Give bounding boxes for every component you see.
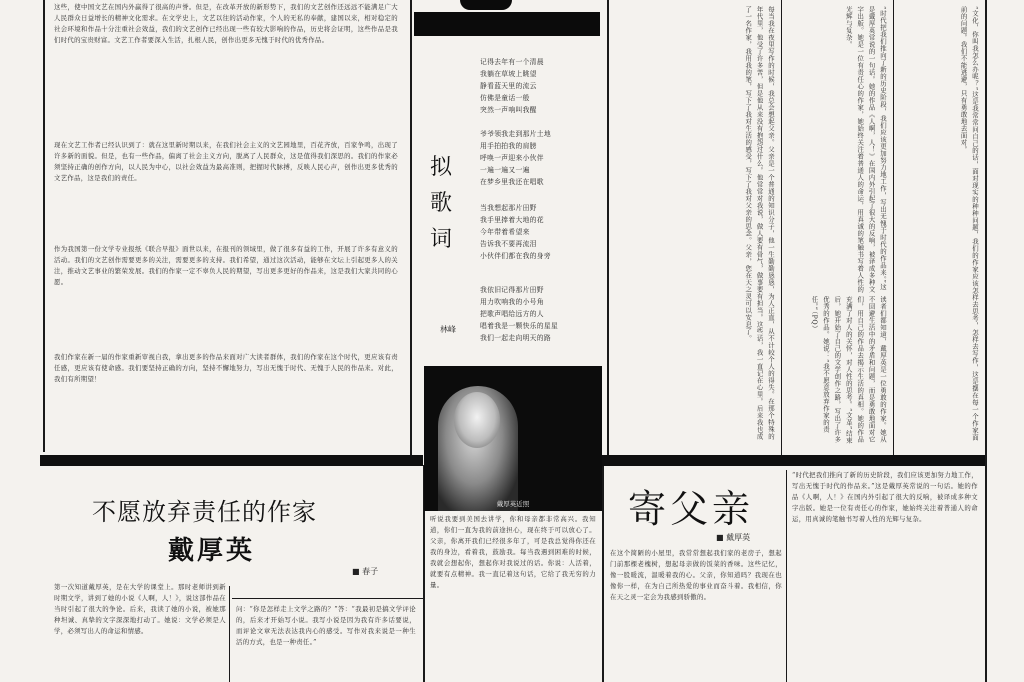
column-rule — [985, 0, 987, 682]
article-paragraph: 现在文艺工作者已经认识到了：就在这里新时期以来，在我们社会主义的文艺园地里，百花齐放，百家争鸣，出现了许多新的面貌。但是，也有一些作品，偏离了社会主义方向，脱离了人民群众，这是值得我们深思的。我们的作家必须坚持正确的创作方向，以人民为中心，以社会效益为最高准则，把握时代脉搏，反映人民心声，创作出更多优秀的文艺作品，这是我们的责任。 — [54, 141, 398, 182]
letter-body — [792, 470, 978, 682]
column-rule — [786, 470, 787, 682]
poem-line: 把歌声唱给远方的人 — [480, 310, 544, 318]
poem-line: 我们一起走向明天的路 — [480, 334, 551, 342]
poem-title — [430, 150, 460, 258]
poem-stanza — [480, 284, 598, 348]
top-ornament — [460, 0, 512, 10]
article-paragraph: 作为我国第一份文学专业报纸《联合早报》面世以来，在报刊的领域里，做了很多有益的工作，开展了许多有意义的活动。我们的文艺创作需要更多的关注，需要更多的支持。我们希望，通过这次活动，能够在文坛上引起更多人的关注，推动文艺事业的繁荣发展。我们的作家一定不辜负人民的期望，写出更多更好的作品来，这是我们大家共同的心愿。 — [54, 245, 398, 286]
poem-line: 用手拍拍我的肩膀 — [480, 142, 537, 150]
article-headline: 不愿放弃责任的作家 — [92, 498, 317, 526]
poem-title-char: 词 — [430, 227, 453, 252]
poem-line: 当我想起那片田野 — [480, 204, 537, 212]
column-rule — [410, 0, 412, 455]
article-paragraph: 问：“你是怎样走上文学之路的？”答：“我最初是搞文学评论的，后来才开始写小说。我写小说是因为我有许多话要说，而评论文章无法表达我内心的感受。写作对我来说是一种生活的方式，也是一种责任。” — [236, 605, 416, 646]
article-paragraph: 在这个简陋的小屋里，我常常想起我们家的老房子，想起门前那棵老槐树，想起母亲做的饭菜的香味。这些记忆，像一股暖流，温暖着我的心。父亲，你知道吗？我现在也像你一样，在为自己所热爱的事业而奋斗着。我相信，你在天之灵一定会为我感到骄傲的。 — [610, 549, 782, 601]
poem-line: 我依旧记得那片田野 — [480, 286, 544, 294]
poem-stanza — [480, 56, 598, 120]
letter-body — [610, 548, 782, 682]
article-paragraph: 第一次知道戴厚英，是在大学的课堂上。那时老师讲到新时期文学，讲到了她的小说《人啊，人！》，说这部作品在当时引起了很大的争论。后来，我读了她的小说，被她那种坦诚、真挚的文字深深地打动了。她说：文学必须是人学，必须写出人的命运和情感。 — [54, 583, 226, 635]
poem-line: 今年带着希望来 — [480, 228, 530, 236]
poem-line: 突然一声响叫我醒 — [480, 106, 537, 114]
column-rule — [893, 0, 894, 455]
poem-line: 呼唤一声迎来小伙伴 — [480, 154, 544, 162]
right-column — [786, 6, 888, 294]
article-headline: 寄父亲 — [628, 487, 755, 531]
column-rule — [43, 0, 45, 452]
poem-line: 告诉我不要再流泪 — [480, 240, 537, 248]
article-paragraph: “文化，你叫我怎么办呢？”这是我常常问自己的话，面对现实的种种问题，我们的作家应该怎样去思考，怎样去写作，这是摆在每一个作家面前的问题。我们不能逃避，只有勇敢地去面对。 — [959, 6, 979, 441]
poem-author: 林峰 — [440, 325, 456, 334]
letter-body — [430, 514, 596, 682]
poem-line: 唱着我是一颗快乐的星星 — [480, 322, 559, 330]
poem-stanza — [480, 128, 598, 192]
left-column-article — [54, 244, 398, 348]
right-column — [786, 296, 888, 446]
photo-caption: 戴厚英近照 — [496, 500, 530, 508]
column-rule — [229, 586, 230, 682]
photo-face — [454, 392, 500, 448]
poem-header-bar — [414, 12, 600, 36]
article-body — [54, 582, 226, 682]
poem-line: 我躺在草坡上眺望 — [480, 70, 537, 78]
poem-line: 小伙伴们都在我的身旁 — [480, 252, 551, 260]
poem-line: 在梦乡里我还在唱歌 — [480, 178, 544, 186]
author-photo — [424, 366, 602, 511]
article-paragraph: 听说我要到美国去讲学，你和母亲都非常高兴。我知道，你们一直为我的前途担心，现在终于可以放心了。父亲，你离开我们已经很多年了，可是我总觉得你还在我的身边，看着我，鼓励我。每当我遇到困难的时候，我就会想起你，想起你对我说过的话。你说：人活着，就要有点精神。我一直记着这句话，它给了我无穷的力量。 — [430, 515, 596, 589]
poem-title-char: 歌 — [430, 191, 453, 216]
poem-title-char: 拟 — [430, 155, 453, 180]
section-divider — [40, 455, 423, 466]
center-right-column — [614, 6, 776, 446]
poem-line: 记得去年有一个清晨 — [480, 58, 544, 66]
article-paragraph: 我们作家在新一届的作家重新审视自我，拿出更多的作品来面对广大读者群体，我们的作家在这个时代，更应该有责任感，更应该有使命感。我们要坚持正确的方向，坚持不懈地努力，写出无愧于时代、无愧于人民的作品来。对此，我们有所期望！ — [54, 353, 398, 383]
column-rule — [602, 465, 604, 682]
poem-line: 我手里捧着大地的花 — [480, 216, 544, 224]
section-divider — [602, 455, 985, 466]
left-column-article — [54, 352, 398, 448]
poem-line: 用力吹响我的小号角 — [480, 298, 544, 306]
column-rule — [607, 0, 609, 455]
interview-body — [236, 604, 416, 682]
column-rule — [781, 0, 782, 455]
article-byline: ■ 春子 — [352, 567, 379, 576]
section-rule — [232, 598, 423, 599]
article-paragraph: 每当我在夜里写作的时候，我总会想起父亲。父亲是一个普通的知识分子，他一生勤勤恳恳，为人正直，从不计较个人的得失。在那个特殊的年代里，他受了许多苦，但是他从来没有抱怨过什么。他常常对我说，做人要有骨气，做事要有担当。这些话，我一直记在心里。后来我也成了一名作家，我用我的笔，写下了我对生活的感受，写下了我对父亲的思念。父亲，您在天之灵可以安息了。 — [744, 6, 775, 440]
poem-line: 静看蓝天里的流云 — [480, 82, 537, 90]
far-right-column — [898, 6, 980, 446]
article-byline: ■ 戴厚英 — [716, 533, 751, 542]
poem-stanza — [480, 202, 598, 266]
left-column-article — [54, 2, 398, 136]
left-column-article — [54, 140, 398, 240]
article-paragraph: “时代把我们推向了新的历史阶段，我们应该更加努力地工作，写出无愧于时代的作品来。”这是戴厚英常说的一句话。她的作品《人啊，人！》在国内外引起了很大的反响，被译成多种文字出版。她是一位有责任心的作家，她始终关注着普通人的命运，用真诚的笔触书写着人性的光辉与复杂。 — [792, 471, 978, 523]
poem-line: 仿佛是童话一般 — [480, 94, 530, 102]
article-paragraph: 读者们都知道，戴厚英是一位勇敢的作家。她从不回避生活中的矛盾和问题，而是勇敢地面对它们，用自己的作品去揭示生活的真相。她的作品充满了对人的关怀，对人性的思考。“文革”结束后，她开始了自己的文学创作之路，写出了许多优秀的作品。她说：“我不愿意放弃作家的责任。”（PQ） — [810, 296, 887, 444]
poem-line: 爷爷领我走到那片土地 — [480, 130, 551, 138]
article-subject-name: 戴厚英 — [168, 536, 256, 566]
poem-line: 一遍一遍又一遍 — [480, 166, 530, 174]
article-paragraph: “时代把我们推向了新的历史阶段，我们应该更加努力地工作，写出无愧于时代的作品来。”这是戴厚英常说的一句话。她的作品《人啊，人！》在国内外引起了很大的反响，被译成多种文字出版。她是一位有责任心的作家，她始终关注着普通人的命运，用真诚的笔触书写着人性的光辉与复杂。 — [844, 6, 887, 293]
article-paragraph: 这些，使中国文艺在国内外赢得了很高的声誉。但是，在改革开放的新形势下，我们的文艺创作还远远不能满足广大人民群众日益增长的精神文化需求。在文学史上，文艺以往的活动作家，个人的无私的奉献，建国以来，相对稳定的社会环境和作品十分注重社会效益，我们的文艺创作已经出现一些有较大影响的作品，历史将会证明，这些作品是我们时代的宝贵财富。文艺工作者要深入生活，扎根人民，创作出更多无愧于时代的优秀作品。 — [54, 3, 398, 44]
